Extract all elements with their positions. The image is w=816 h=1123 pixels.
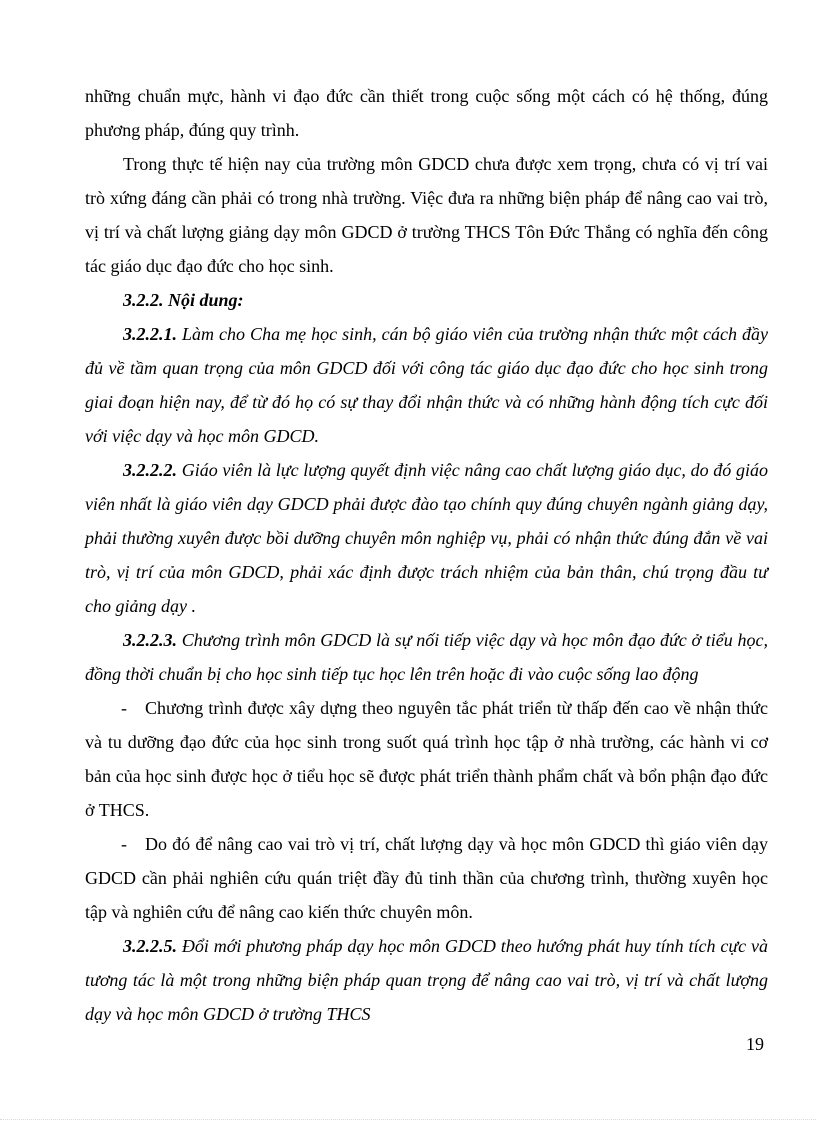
paragraph-continuation: những chuẩn mực, hành vi đạo đức cần thiết trong cuộc sống một cách có hệ thống, đúng phương pháp, đúng quy trình.	[85, 86, 768, 140]
paragraph-context: Trong thực tế hiện nay của trường môn GDCD chưa được xem trọng, chưa có vị trí vai trò xứng đáng cần phải có trong nhà trường. Việc đưa ra những biện pháp để nâng cao vai trò, vị trí và chất lượng giảng dạy môn GDCD ở trường THCS Tôn Đức Thắng có nghĩa đến công tác giáo dục đạo đức cho học sinh.	[85, 154, 768, 276]
section-heading: 3.2.2. Nội dung:	[123, 290, 244, 310]
item-text: Chương trình môn GDCD là sự nối tiếp việc dạy và học môn đạo đức ở tiểu học, đồng thời chuẩn bị cho học sinh tiếp tục học lên trên hoặc đi vào cuộc sống lao động	[85, 630, 768, 684]
item-number: 3.2.2.2.	[123, 460, 177, 480]
item-number: 3.2.2.5.	[123, 936, 177, 956]
bullet-text: Do đó để nâng cao vai trò vị trí, chất lượng dạy và học môn GDCD thì giáo viên dạy GDCD cần phải nghiên cứu quán triệt đầy đủ tinh thần của chương trình, thường xuyên học tập và nghiên cứu để nâng cao kiến thức chuyên môn.	[85, 834, 768, 922]
item-number: 3.2.2.3.	[123, 630, 177, 650]
bullet-dash: -	[121, 834, 127, 854]
bullet-item-2	[85, 827, 768, 929]
content-item-5	[85, 929, 768, 1031]
bullet-dash: -	[121, 698, 127, 718]
page-body	[85, 79, 768, 1031]
content-item-2	[85, 453, 768, 623]
page-number: 19	[746, 1034, 764, 1054]
bullet-text: Chương trình được xây dựng theo nguyên tắc phát triển từ thấp đến cao về nhận thức và tu dưỡng đạo đức của học sinh trong suốt quá trình học tập ở nhà trường, các hành vi cơ bản của học sinh được học ở tiểu học sẽ được phát triển thành phẩm chất và bổn phận đạo đức ở THCS.	[85, 698, 768, 820]
content-item-3	[85, 623, 768, 691]
item-number: 3.2.2.1.	[123, 324, 177, 344]
bullet-item-1	[85, 691, 768, 827]
item-text: Đổi mới phương pháp dạy học môn GDCD theo hướng phát huy tính tích cực và tương tác là một trong những biện pháp quan trọng để nâng cao vai trò, vị trí và chất lượng dạy và học môn GDCD ở trường THCS	[85, 936, 768, 1024]
content-item-1	[85, 317, 768, 453]
item-text: Giáo viên là lực lượng quyết định việc nâng cao chất lượng giáo dục, do đó giáo viên nhất là giáo viên dạy GDCD phải được đào tạo chính quy đúng chuyên ngành giảng dạy, phải thường xuyên được bồi dưỡng chuyên môn nghiệp vụ, phải có nhận thức đúng đắn về vai trò, vị trí của môn GDCD, phải xác định được trách nhiệm của bản thân, chú trọng đầu tư cho giảng dạy .	[85, 460, 768, 616]
item-text: Làm cho Cha mẹ học sinh, cán bộ giáo viên của trường nhận thức một cách đầy đủ về tầm quan trọng của môn GDCD đối với công tác giáo dục đạo đức cho học sinh trong giai đoạn hiện nay, để từ đó họ có sự thay đổi nhận thức và có những hành động tích cực đối với việc dạy và học môn GDCD.	[85, 324, 768, 446]
page-bottom-divider	[0, 1119, 816, 1120]
